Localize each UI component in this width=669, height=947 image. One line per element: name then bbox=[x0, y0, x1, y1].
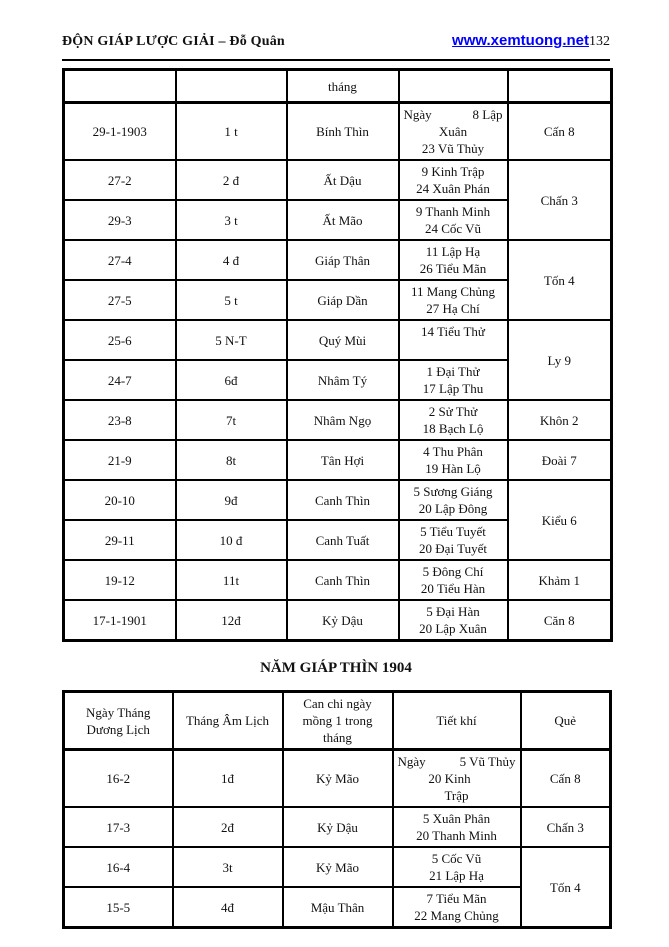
page-number: 132 bbox=[589, 34, 610, 49]
table-row bbox=[64, 160, 612, 200]
tietkhi-cell: 5 Đại Hàn 20 Lập Xuân bbox=[399, 600, 508, 641]
date-cell: 27-4 bbox=[64, 240, 176, 280]
header-right bbox=[452, 32, 610, 50]
tietkhi-cell: Ngày 8 Lập Xuân 23 Vũ Thủy bbox=[399, 103, 508, 161]
date-cell: 17-3 bbox=[64, 807, 173, 847]
que-cell: Tốn 4 bbox=[508, 240, 612, 320]
canchi-cell: Tân Hợi bbox=[287, 440, 399, 480]
month-cell: 4 đ bbox=[176, 240, 287, 280]
month-cell: 10 đ bbox=[176, 520, 287, 560]
date-cell: 21-9 bbox=[64, 440, 176, 480]
document-title: ĐỘN GIÁP LƯỢC GIẢI – Đỗ Quân bbox=[62, 34, 285, 49]
calendar-table-1904 bbox=[62, 690, 612, 929]
month-cell: 4đ bbox=[173, 887, 283, 928]
canchi-cell: Ất Dậu bbox=[287, 160, 399, 200]
que-cell: Căn 8 bbox=[508, 600, 612, 641]
canchi-cell: Canh Thìn bbox=[287, 480, 399, 520]
date-header bbox=[64, 70, 176, 103]
que-header: Quẻ bbox=[521, 692, 611, 750]
website-link[interactable]: www.xemtuong.net bbox=[452, 32, 589, 49]
canchi-cell: Canh Thìn bbox=[287, 560, 399, 600]
month-cell: 6đ bbox=[176, 360, 287, 400]
tietkhi-cell: 9 Kinh Trập 24 Xuân Phán bbox=[399, 160, 508, 200]
tietkhi-header bbox=[399, 70, 508, 103]
que-cell: Khảm 1 bbox=[508, 560, 612, 600]
ngay-label: Ngày bbox=[397, 754, 426, 769]
date-cell: 16-2 bbox=[64, 750, 173, 808]
table-row bbox=[64, 600, 612, 641]
date-cell: 16-4 bbox=[64, 847, 173, 887]
date-cell: 20-10 bbox=[64, 480, 176, 520]
tietkhi-cell: 11 Mang Chủng 27 Hạ Chí bbox=[399, 280, 508, 320]
table-row bbox=[64, 400, 612, 440]
month-cell: 5 N-T bbox=[176, 320, 287, 360]
table-row bbox=[64, 240, 612, 280]
canchi-cell: Giáp Dần bbox=[287, 280, 399, 320]
canchi-cell: Bính Thìn bbox=[287, 103, 399, 161]
month-cell: 1 t bbox=[176, 103, 287, 161]
canchi-cell: Kỷ Dậu bbox=[283, 807, 393, 847]
canchi-header: tháng bbox=[287, 70, 399, 103]
table-row bbox=[64, 560, 612, 600]
que-cell: Cấn 8 bbox=[521, 750, 611, 808]
table-header-row bbox=[64, 70, 612, 103]
tietkhi-cell: 9 Thanh Minh 24 Cốc Vũ bbox=[399, 200, 508, 240]
date-cell: 19-12 bbox=[64, 560, 176, 600]
canchi-header: Can chi ngày mồng 1 trong tháng bbox=[283, 692, 393, 750]
ngay-label: Ngày bbox=[403, 107, 432, 122]
tietkhi-cell: 2 Sử Thử 18 Bạch Lộ bbox=[399, 400, 508, 440]
calendar-table-1903 bbox=[62, 68, 613, 642]
month-cell: 12đ bbox=[176, 600, 287, 641]
month-cell: 7t bbox=[176, 400, 287, 440]
month-cell: 1đ bbox=[173, 750, 283, 808]
date-cell: 27-2 bbox=[64, 160, 176, 200]
month-header: Tháng Âm Lịch bbox=[173, 692, 283, 750]
tietkhi-header: Tiết khí bbox=[393, 692, 521, 750]
date-cell: 15-5 bbox=[64, 887, 173, 928]
month-cell: 2 đ bbox=[176, 160, 287, 200]
canchi-cell: Mậu Thân bbox=[283, 887, 393, 928]
canchi-cell: Quý Mùi bbox=[287, 320, 399, 360]
canchi-cell: Nhâm Tý bbox=[287, 360, 399, 400]
table-row bbox=[64, 103, 612, 161]
table-row bbox=[64, 847, 611, 887]
tietkhi-cell: 11 Lập Hạ 26 Tiểu Mãn bbox=[399, 240, 508, 280]
tietkhi-cell: 5 Sương Giáng 20 Lập Đông bbox=[399, 480, 508, 520]
date-cell: 24-7 bbox=[64, 360, 176, 400]
table-row bbox=[64, 480, 612, 520]
tietkhi-cell: 4 Thu Phân 19 Hàn Lộ bbox=[399, 440, 508, 480]
table-row bbox=[64, 320, 612, 360]
que-cell: Chấn 3 bbox=[521, 807, 611, 847]
canchi-cell: Kỷ Mão bbox=[283, 750, 393, 808]
tietkhi-cell: 7 Tiểu Mãn 22 Mang Chủng bbox=[393, 887, 521, 928]
canchi-cell: Kỷ Dậu bbox=[287, 600, 399, 641]
page-header bbox=[62, 32, 610, 61]
que-cell: Tốn 4 bbox=[521, 847, 611, 928]
tietkhi-cell: 14 Tiểu Thử bbox=[399, 320, 508, 360]
canchi-cell: Kỷ Mão bbox=[283, 847, 393, 887]
month-cell: 9đ bbox=[176, 480, 287, 520]
date-cell: 17-1-1901 bbox=[64, 600, 176, 641]
date-cell: 23-8 bbox=[64, 400, 176, 440]
month-header bbox=[176, 70, 287, 103]
table-row bbox=[64, 440, 612, 480]
table-row bbox=[64, 750, 611, 808]
section-title: NĂM GIÁP THÌN 1904 bbox=[260, 660, 412, 676]
que-cell: Cấn 8 bbox=[508, 103, 612, 161]
tietkhi-cell: 5 Cốc Vũ 21 Lập Hạ bbox=[393, 847, 521, 887]
tietkhi-cell: 5 Tiểu Tuyết 20 Đại Tuyết bbox=[399, 520, 508, 560]
que-header bbox=[508, 70, 612, 103]
date-cell: 29-3 bbox=[64, 200, 176, 240]
tietkhi-cell: 5 Đông Chí 20 Tiểu Hàn bbox=[399, 560, 508, 600]
month-cell: 8t bbox=[176, 440, 287, 480]
canchi-cell: Nhâm Ngọ bbox=[287, 400, 399, 440]
que-cell: Đoài 7 bbox=[508, 440, 612, 480]
canchi-cell: Giáp Thân bbox=[287, 240, 399, 280]
table-row bbox=[64, 807, 611, 847]
month-cell: 3t bbox=[173, 847, 283, 887]
table-header-row bbox=[64, 692, 611, 750]
date-cell: 29-1-1903 bbox=[64, 103, 176, 161]
que-cell: Kiểu 6 bbox=[508, 480, 612, 560]
tietkhi-cell: 5 Xuân Phân 20 Thanh Minh bbox=[393, 807, 521, 847]
month-cell: 3 t bbox=[176, 200, 287, 240]
date-header: Ngày Tháng Dương Lịch bbox=[64, 692, 173, 750]
date-cell: 29-11 bbox=[64, 520, 176, 560]
month-cell: 5 t bbox=[176, 280, 287, 320]
date-cell: 25-6 bbox=[64, 320, 176, 360]
que-cell: Ly 9 bbox=[508, 320, 612, 400]
tietkhi-cell: Ngày 5 Vũ Thủy 20 Kinh Trập bbox=[393, 750, 521, 808]
que-cell: Khôn 2 bbox=[508, 400, 612, 440]
tietkhi-cell: 1 Đại Thử 17 Lập Thu bbox=[399, 360, 508, 400]
canchi-cell: Ất Mão bbox=[287, 200, 399, 240]
month-cell: 11t bbox=[176, 560, 287, 600]
month-cell: 2đ bbox=[173, 807, 283, 847]
que-cell: Chấn 3 bbox=[508, 160, 612, 240]
date-cell: 27-5 bbox=[64, 280, 176, 320]
canchi-cell: Canh Tuất bbox=[287, 520, 399, 560]
